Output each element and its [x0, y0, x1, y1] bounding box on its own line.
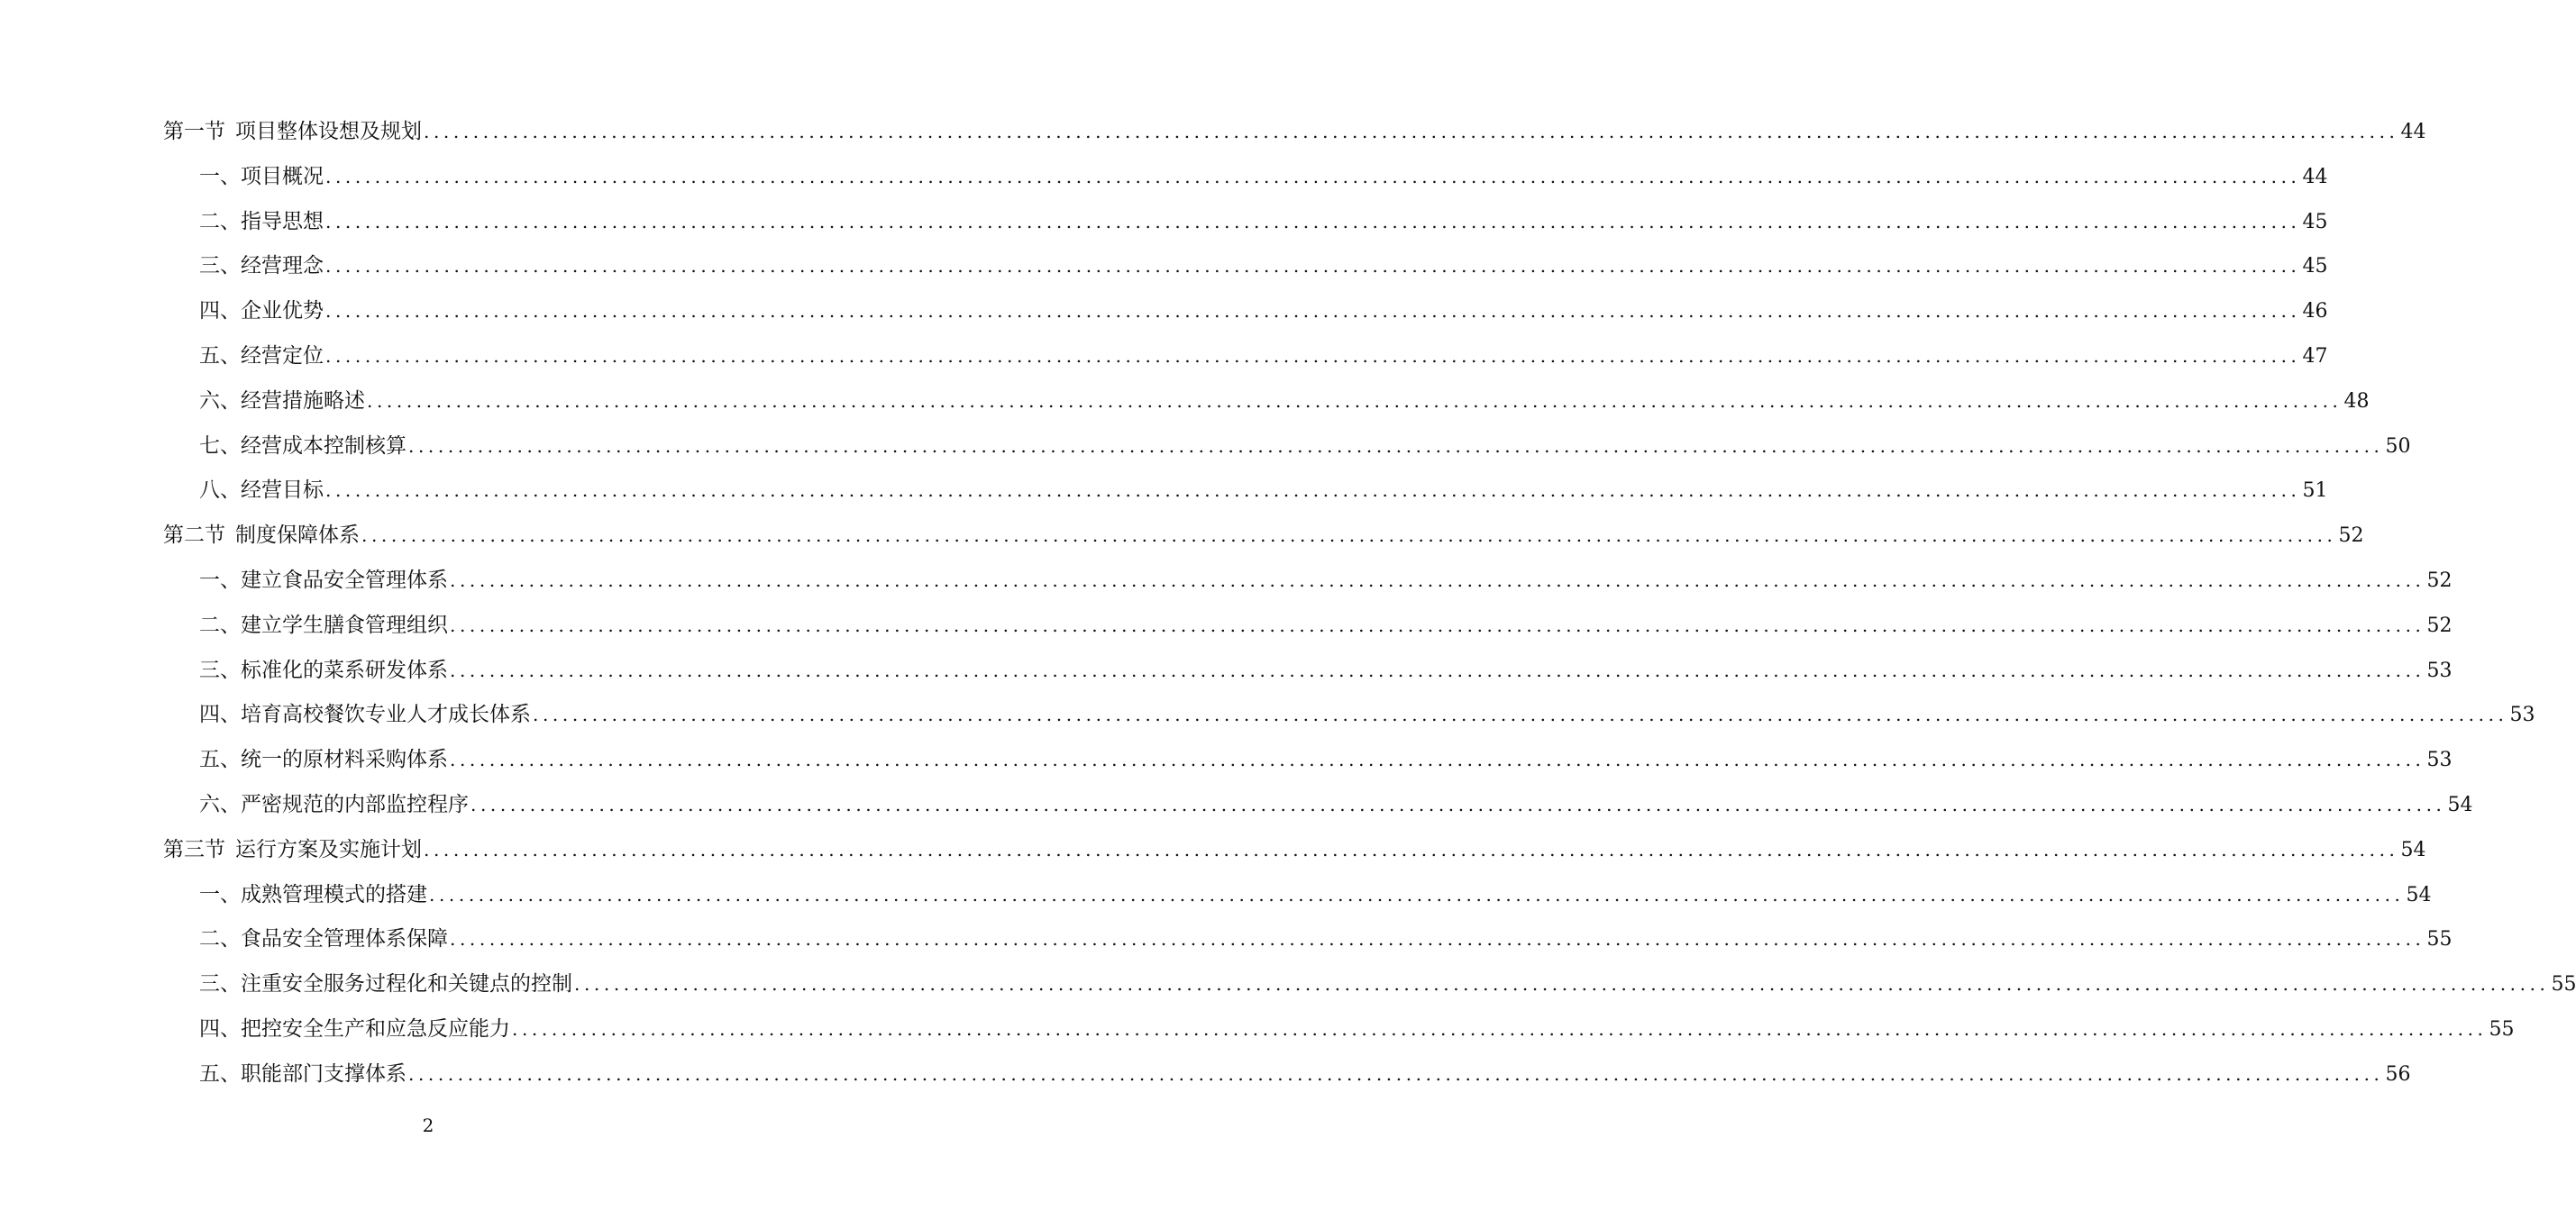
toc-entry-text: 五、职能部门支撑体系	[199, 1061, 406, 1086]
toc-subsection-entry[interactable]	[0, 692, 2535, 737]
toc-subsection-entry[interactable]	[0, 558, 2453, 603]
toc-entry-text: 一、建立食品安全管理体系	[199, 568, 448, 592]
page-number: 2	[422, 1115, 434, 1136]
toc-entry-title	[199, 925, 448, 952]
toc-subsection-entry[interactable]	[0, 872, 2432, 917]
toc-dot-leader: ........................................................................................................................................................................................................	[367, 389, 2343, 412]
toc-entry-title	[199, 342, 324, 369]
toc-entry-text: 三、标准化的菜系研发体系	[199, 658, 448, 682]
toc-entry-text: 二、指导思想	[199, 209, 324, 233]
toc-section-number: 第一节	[163, 120, 225, 143]
toc-page-number: 55	[2426, 928, 2453, 952]
toc-entry-text: 二、食品安全管理体系保障	[199, 927, 448, 952]
toc-entry-text: 三、经营理念	[199, 254, 324, 278]
toc-dot-leader: ........................................................................................................................................................................................................	[470, 793, 2446, 815]
toc-entry-text: 四、把控安全生产和应急反应能力	[199, 1016, 510, 1041]
toc-section-entry[interactable]	[0, 513, 2364, 558]
toc-page-number: 45	[2302, 210, 2328, 233]
toc-entry-text: 一、成熟管理模式的搭建	[199, 882, 427, 906]
toc-dot-leader: ........................................................................................................................................................................................................	[325, 344, 2301, 367]
toc-entry-text: 五、经营定位	[199, 343, 324, 368]
toc-entry-title	[199, 657, 448, 684]
toc-entry-title	[163, 118, 422, 145]
toc-entry-text: 二、建立学生膳食管理组织	[199, 613, 448, 637]
toc-subsection-entry[interactable]	[0, 199, 2328, 244]
toc-entry-text: 运行方案及实施计划	[235, 837, 422, 861]
toc-section-number: 第二节	[163, 524, 225, 548]
toc-page-number: 54	[2447, 793, 2473, 816]
toc-dot-leader: ........................................................................................................................................................................................................	[429, 883, 2405, 906]
toc-entry-text: 项目整体设想及规划	[235, 120, 422, 143]
toc-page-number: 52	[2426, 614, 2453, 637]
toc-subsection-entry[interactable]	[0, 603, 2453, 648]
toc-subsection-entry[interactable]	[0, 333, 2328, 378]
toc-page-number: 53	[2509, 704, 2535, 727]
toc-page-number: 56	[2385, 1062, 2411, 1086]
toc-dot-leader: ........................................................................................................................................................................................................	[533, 704, 2508, 726]
toc-entry-title	[199, 208, 324, 235]
toc-page-number: 53	[2426, 659, 2453, 682]
toc-subsection-entry[interactable]	[0, 1006, 2515, 1052]
toc-page-number: 51	[2302, 479, 2328, 503]
toc-entry-text: 七、经营成本控制核算	[199, 433, 406, 458]
toc-page-number: 54	[2400, 838, 2426, 861]
toc-page-number: 52	[2426, 569, 2453, 592]
toc-subsection-entry[interactable]	[0, 1052, 2411, 1097]
toc-subsection-entry[interactable]	[0, 378, 2370, 423]
toc-dot-leader: ........................................................................................................................................................................................................	[361, 524, 2337, 547]
toc-page-number: 44	[2302, 165, 2328, 188]
toc-entry-title	[199, 297, 324, 324]
toc-entry-text: 三、注重安全服务过程化和关键点的控制	[199, 972, 572, 997]
toc-subsection-entry[interactable]	[0, 648, 2453, 693]
toc-dot-leader: ........................................................................................................................................................................................................	[450, 659, 2425, 681]
toc-subsection-entry[interactable]	[0, 782, 2473, 827]
toc-dot-leader: ........................................................................................................................................................................................................	[450, 749, 2425, 771]
toc-page-number: 48	[2343, 389, 2370, 413]
toc-entry-title	[199, 252, 324, 279]
toc-entry-text: 四、培育高校餐饮专业人才成长体系	[199, 703, 531, 727]
toc-dot-leader: ........................................................................................................................................................................................................	[325, 479, 2301, 502]
toc-dot-leader: ........................................................................................................................................................................................................	[512, 1017, 2488, 1040]
toc-entry-title	[199, 432, 406, 460]
toc-entry-text: 四、企业优势	[199, 299, 324, 323]
toc-dot-leader: ........................................................................................................................................................................................................	[450, 928, 2425, 951]
toc-dot-leader: ........................................................................................................................................................................................................	[424, 838, 2399, 860]
toc-entry-text: 制度保障体系	[235, 524, 360, 548]
toc-page-number: 45	[2302, 255, 2328, 278]
toc-entry-title	[199, 163, 324, 190]
toc-page-number: 55	[2551, 973, 2576, 997]
toc-dot-leader: ........................................................................................................................................................................................................	[408, 434, 2384, 457]
toc-subsection-entry[interactable]	[0, 243, 2328, 288]
toc-page-number: 46	[2302, 300, 2328, 323]
toc-dot-leader: ........................................................................................................................................................................................................	[325, 165, 2301, 187]
toc-subsection-entry[interactable]	[0, 737, 2453, 782]
toc-subsection-entry[interactable]	[0, 154, 2328, 199]
toc-entry-text: 八、经营目标	[199, 478, 324, 503]
toc-entry-title	[199, 791, 469, 818]
toc-page-number: 54	[2406, 883, 2432, 906]
toc-dot-leader: ........................................................................................................................................................................................................	[325, 210, 2301, 232]
toc-entry-title	[199, 1015, 510, 1043]
toc-entry-title	[199, 701, 531, 728]
toc-subsection-entry[interactable]	[0, 468, 2328, 513]
toc-entry-text: 六、经营措施略述	[199, 388, 365, 413]
toc-dot-leader: ........................................................................................................................................................................................................	[450, 569, 2425, 591]
toc-entry-title	[199, 387, 365, 414]
toc-page-number: 47	[2302, 344, 2328, 368]
toc-entry-title	[199, 881, 427, 908]
toc-dot-leader: ........................................................................................................................................................................................................	[424, 121, 2399, 142]
toc-entry-title	[163, 522, 360, 549]
toc-entry-text: 五、统一的原材料采购体系	[199, 748, 448, 772]
toc-dot-leader: ........................................................................................................................................................................................................	[325, 255, 2301, 278]
toc-page-number: 50	[2385, 434, 2411, 458]
toc-entry-title	[199, 746, 448, 773]
toc-entry-text: 六、严密规范的内部监控程序	[199, 792, 469, 816]
toc-entry-text: 一、项目概况	[199, 164, 324, 188]
toc-page-number: 55	[2489, 1017, 2515, 1041]
toc-entry-title	[199, 1061, 406, 1088]
toc-entry-title	[199, 567, 448, 594]
toc-entry-title	[199, 477, 324, 504]
toc-entry-title	[163, 836, 422, 863]
toc-subsection-entry[interactable]	[0, 961, 2576, 1006]
toc-section-entry[interactable]	[0, 827, 2426, 872]
toc-entry-title	[199, 970, 572, 997]
table-of-contents	[0, 109, 2576, 1097]
toc-subsection-entry[interactable]	[0, 288, 2328, 333]
toc-dot-leader: ........................................................................................................................................................................................................	[325, 300, 2301, 323]
toc-page-number: 44	[2400, 121, 2426, 143]
toc-page-number: 53	[2426, 749, 2453, 772]
toc-subsection-entry[interactable]	[0, 423, 2411, 469]
toc-dot-leader: ........................................................................................................................................................................................................	[450, 614, 2425, 636]
toc-section-entry[interactable]	[0, 109, 2426, 154]
toc-entry-title	[199, 612, 448, 639]
toc-subsection-entry[interactable]	[0, 916, 2453, 961]
toc-section-number: 第三节	[163, 837, 225, 861]
toc-page-number: 52	[2338, 524, 2364, 548]
toc-dot-leader: ........................................................................................................................................................................................................	[574, 973, 2550, 996]
toc-dot-leader: ........................................................................................................................................................................................................	[408, 1062, 2384, 1085]
